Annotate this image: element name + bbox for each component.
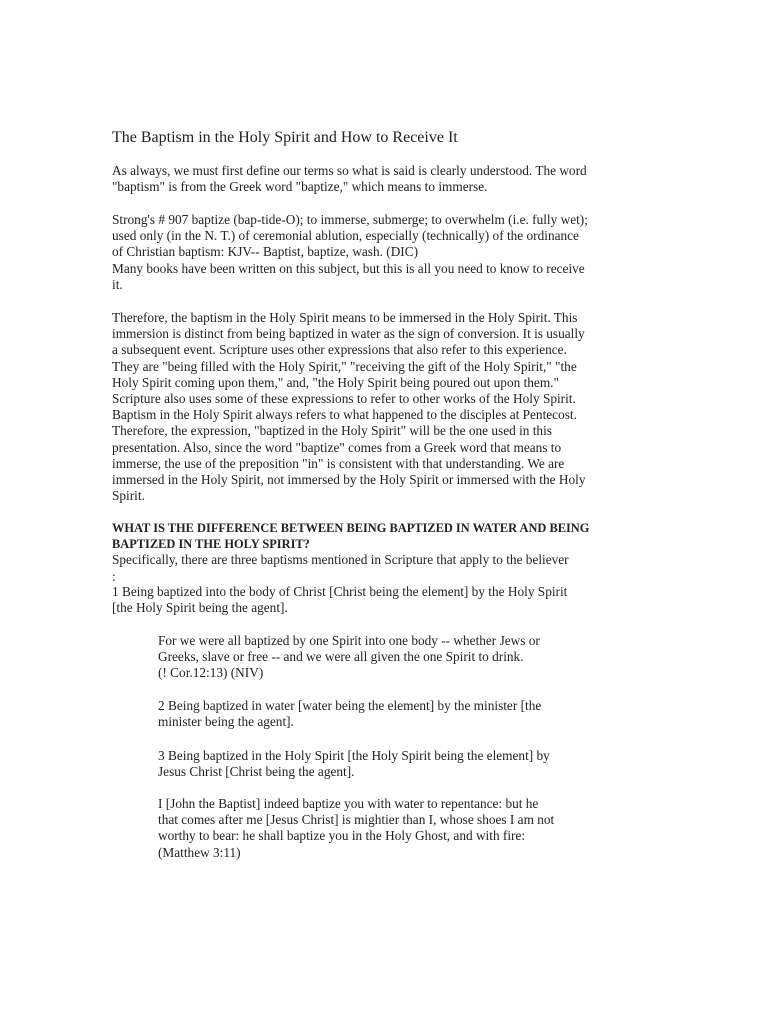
therefore-line: Therefore, the baptism in the Holy Spirit means to be immersed in the Holy Spirit. This: [112, 310, 578, 325]
strongs-line: Many books have been written on this subject, but this is all you need to know to receive: [112, 260, 585, 276]
strongs-line: it.: [112, 276, 123, 292]
intro-line: "baptism" is from the Greek word "baptize," which means to immerse.: [112, 179, 488, 195]
section-heading: BAPTIZED IN THE HOLY SPIRIT?: [112, 537, 310, 552]
point-three-line: 3 Being baptized in the Holy Spirit [the Holy Spirit being the element] by: [158, 748, 550, 763]
specifically-line: Specifically, there are three baptisms mentioned in Scripture that apply to the believer: [112, 552, 569, 568]
point-two-line: 2 Being baptized in water [water being the element] by the minister [the: [158, 698, 542, 713]
therefore-line: Spirit.: [112, 488, 145, 504]
strongs-line: used only (in the N. T.) of ceremonial ablution, especially (technically) of the ordinance: [112, 228, 579, 244]
therefore-line: immerse, the use of the preposition "in" is consistent with that understanding. We are: [112, 455, 565, 471]
intro-line: As always, we must first define our terms so what is said is clearly understood. The word: [112, 163, 587, 178]
therefore-line: Baptism in the Holy Spirit always refers to what happened to the disciples at Pentecost.: [112, 407, 577, 423]
specifically-line: :: [112, 568, 116, 584]
point-two: [158, 698, 608, 730]
quote-line: I [John the Baptist] indeed baptize you with water to repentance: but he: [158, 796, 539, 811]
difference-section: [112, 520, 657, 585]
quote-corinthians: [158, 633, 608, 682]
point-one-line: [the Holy Spirit being the agent].: [112, 600, 288, 616]
therefore-line: presentation. Also, since the word "baptize" comes from a Greek word that means to: [112, 439, 562, 455]
therefore-line: Scripture also uses some of these expressions to refer to other works of the Holy Spirit.: [112, 391, 576, 407]
document-title: The Baptism in the Holy Spirit and How to Receive It: [112, 129, 458, 146]
quote-line: For we were all baptized by one Spirit into one body -- whether Jews or: [158, 633, 540, 648]
point-three: [158, 748, 608, 780]
quote-line: worthy to bear: he shall baptize you in the Holy Ghost, and with fire:: [158, 828, 526, 844]
therefore-line: Therefore, the expression, "baptized in the Holy Spirit" will be the one used in this: [112, 423, 552, 439]
point-one: [112, 584, 657, 616]
therefore-line: immersion is distinct from being baptized in water as the sign of conversion. It is usually: [112, 326, 585, 342]
quote-matthew: [158, 796, 608, 861]
strongs-line: of Christian baptism: KJV-- Baptist, baptize, wash. (DIC): [112, 244, 419, 260]
point-one-line: 1 Being baptized into the body of Christ [Christ being the element] by the Holy Spirit: [112, 584, 568, 599]
quote-line: that comes after me [Jesus Christ] is mightier than I, whose shoes I am not: [158, 812, 555, 828]
therefore-line: Holy Spirit coming upon them," and, "the Holy Spirit being poured out upon them.": [112, 374, 559, 390]
point-three-line: Jesus Christ [Christ being the agent].: [158, 764, 355, 780]
therefore-line: immersed in the Holy Spirit, not immersed by the Holy Spirit or immersed with the Holy: [112, 472, 586, 488]
therefore-line: They are "being filled with the Holy Spirit," "receiving the gift of the Holy Spirit," "the: [112, 358, 577, 374]
section-heading: WHAT IS THE DIFFERENCE BETWEEN BEING BAPTIZED IN WATER AND BEING: [112, 521, 590, 535]
intro-paragraph: [112, 163, 657, 195]
therefore-paragraph: [112, 310, 657, 504]
strongs-paragraph: [112, 212, 657, 293]
quote-line: (Matthew 3:11): [158, 844, 241, 860]
quote-line: (! Cor.12:13) (NIV): [158, 665, 264, 681]
point-two-line: minister being the agent].: [158, 714, 294, 730]
quote-line: Greeks, slave or free -- and we were all given the one Spirit to drink.: [158, 649, 524, 665]
strongs-line: Strong's # 907 baptize (bap-tide-O); to immerse, submerge; to overwhelm (i.e. fully wet);: [112, 212, 588, 227]
therefore-line: a subsequent event. Scripture uses other expressions that also refer to this experience.: [112, 342, 567, 358]
